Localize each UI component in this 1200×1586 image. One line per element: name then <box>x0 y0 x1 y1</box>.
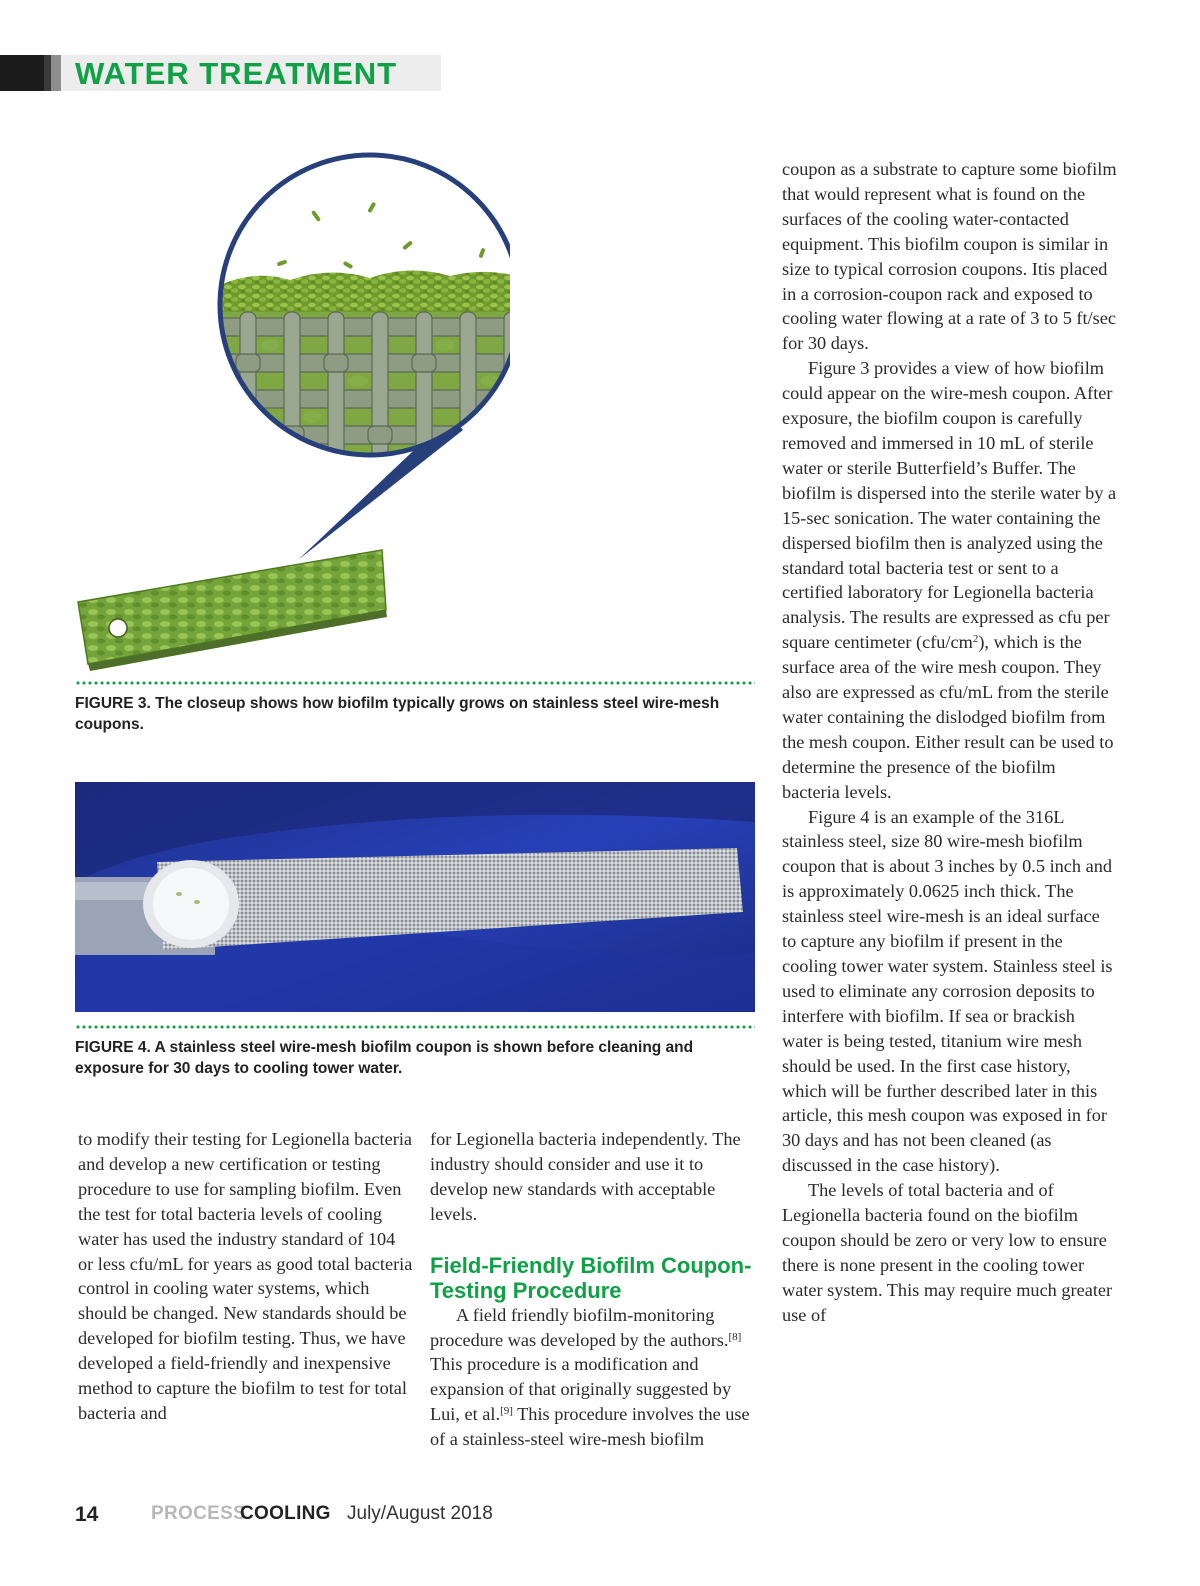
coupon-strip <box>78 550 386 664</box>
reference-mark: [9] <box>500 1405 513 1418</box>
section-title: WATER TREATMENT <box>75 56 398 91</box>
superscript: 2 <box>972 633 979 646</box>
paragraph: The levels of total bacteria and of Legionella bacteria found on the biofilm coupon should be zero or very low to ensure there is none present in the cooling tower water system. This may require much greater use of <box>782 1180 1113 1325</box>
figure-4-photo <box>75 782 755 1012</box>
header-bar-block <box>0 55 44 91</box>
paragraph: to modify their testing for Legionella bacteria and develop a new certification or testing procedure to use for sampling biofilm. Even the test for total bacteria levels of cooling water has used the industry standard of 104 or less cfu/mL for years as good total bacteria control in cooling water systems, which should be changed. New standards should be developed for biofilm testing. Thus, we have developed a field-friendly and inexpensive method to capture the biofilm to test for total bacteria and <box>78 1129 413 1423</box>
text-column-1 <box>78 1127 413 1426</box>
text-run: A field friendly biofilm-monitoring procedure was developed by the authors. <box>430 1304 729 1350</box>
page-number: 14 <box>75 1503 99 1526</box>
caption-divider <box>75 681 755 685</box>
header-bar-stripe <box>51 55 61 91</box>
text-run: Figure 3 provides a view of how biofilm could appear on the wire-mesh coupon. After exposure, the biofilm coupon is carefully removed and immersed in 10 mL of sterile water or sterile Butterfield’s Buffer. The biofilm is dispersed into the sterile water by a 15-sec sonication. The water containing the dispersed biofilm then is analyzed using the standard total bacteria test or sent to a certified laboratory for Legionella bacteria analysis. The results are expressed as cfu per square centimeter (cfu/cm <box>782 358 1117 653</box>
figure-3-caption: FIGURE 3. The closeup shows how biofilm typically grows on stainless steel wire-mesh coupons. <box>75 695 720 733</box>
publication-name-part: COOLING <box>240 1503 331 1524</box>
text-run: ), which is the surface area of the wire mesh coupon. They also are expressed as cfu/mL from the sterile water containing the dislodged biofilm from the mesh coupon. Either result can be used to determine the presence of the biofilm bacteria levels. <box>782 632 1114 802</box>
page-footer <box>75 1503 575 1533</box>
header-bar-stripe <box>44 55 51 91</box>
text-run: This procedure is a modification and expansion of that originally suggested by Lui, et al. <box>430 1354 732 1425</box>
coupon-hole <box>109 619 127 637</box>
paragraph <box>782 356 1118 804</box>
issue-date: July/August 2018 <box>347 1503 493 1524</box>
paragraph: coupon as a substrate to capture some biofilm that would represent what is found on the surfaces of the cooling water-contacted equipment. This biofilm coupon is similar in size to typical corrosion coupons. Itis placed in a corrosion-coupon rack and exposed to cooling water flowing at a rate of 3 to 5 ft/sec for 30 days. <box>782 159 1117 354</box>
text-column-2 <box>430 1127 760 1452</box>
text-run: This procedure involves the use of a stainless-steel wire-mesh biofilm <box>430 1404 750 1450</box>
paragraph: Figure 4 is an example of the 316L stainless steel, size 80 wire-mesh biofilm coupon that is about 3 inches by 0.5 inch and is approximately 0.0625 inch thick. The stainless steel wire-mesh is an ideal surface to capture any biofilm if present in the cooling tower water system. Stainless steel is used to eliminate any corrosion deposits to interfere with biofilm. If sea or brackish water is being tested, titanium wire mesh should be used. In the first case history, which will be further described later in this article, this mesh coupon was exposed in for 30 days and has not been cleaned (as discussed in the case history). <box>782 806 1113 1176</box>
reference-mark: [8] <box>728 1330 742 1343</box>
figure-3-illustration <box>70 140 510 680</box>
paragraph <box>430 1303 760 1452</box>
publication-name-part: PROCESS <box>151 1503 247 1524</box>
section-header <box>0 55 440 91</box>
paragraph: for Legionella bacteria independently. The industry should consider and use it to develop new standards with acceptable levels. <box>430 1129 741 1224</box>
caption-divider <box>75 1025 755 1029</box>
subheading: Field-Friendly Biofilm Coupon-Testing Procedure <box>430 1252 752 1303</box>
figure-4-caption: FIGURE 4. A stainless steel wire-mesh biofilm coupon is shown before cleaning and exposure for 30 days to cooling tower water. <box>75 1039 694 1077</box>
text-column-3 <box>782 157 1118 1328</box>
